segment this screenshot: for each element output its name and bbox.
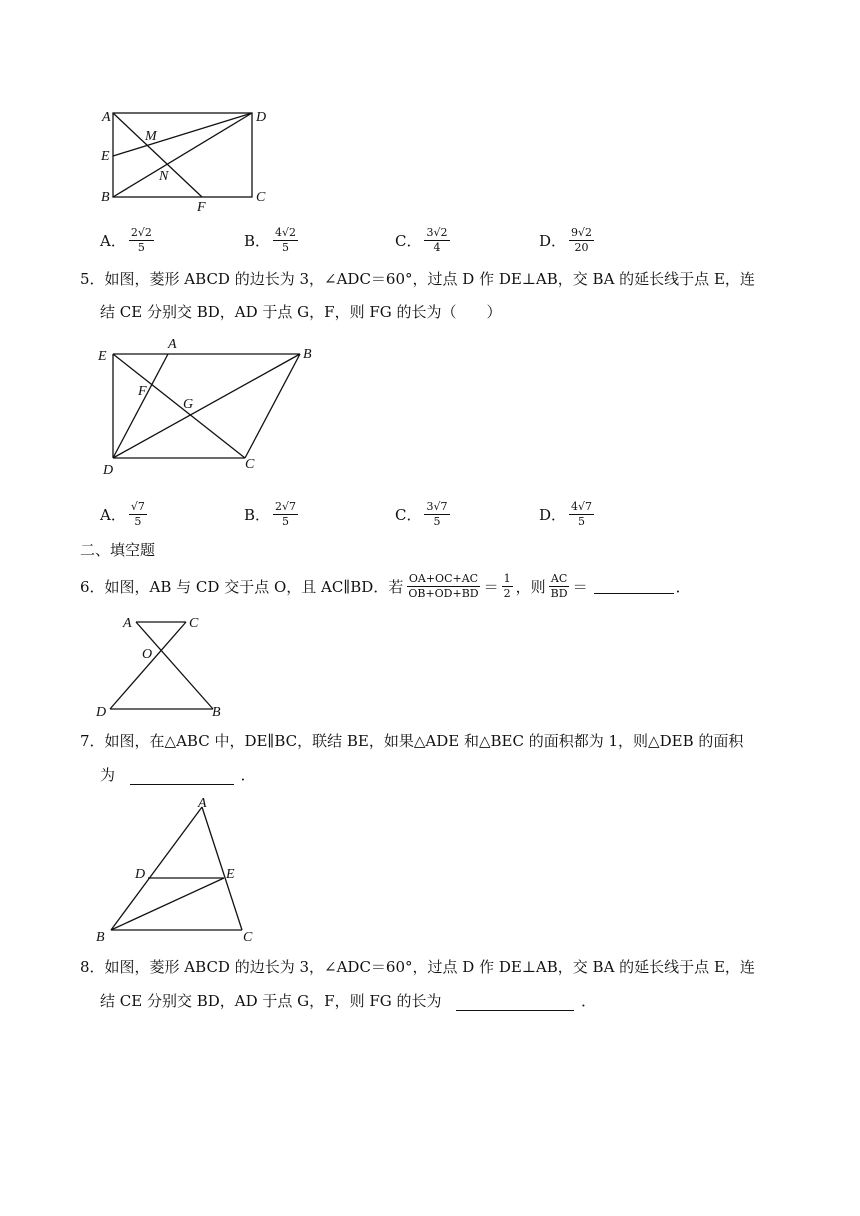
q7-label-E: E bbox=[226, 867, 235, 882]
q5-stem-line1: 5．如图，菱形 ABCD 的边长为 3，∠ADC＝60°，过点 D 作 DE⊥AB，交 BA 的延长线于点 E，连 bbox=[80, 270, 755, 288]
q6-label-A: A bbox=[123, 616, 132, 631]
q4-label-C: C bbox=[256, 190, 266, 205]
q5-label-B: B bbox=[303, 347, 312, 362]
q5-label-F: F bbox=[138, 384, 147, 399]
q5-option-c[interactable] bbox=[395, 501, 453, 528]
q6-label-C: C bbox=[189, 616, 199, 631]
q4-option-d[interactable] bbox=[539, 227, 597, 254]
q6-mid: ，则 bbox=[515, 577, 546, 596]
option-letter: C． bbox=[395, 505, 422, 524]
q8-suffix: ． bbox=[581, 992, 597, 1010]
q5-label-C: C bbox=[245, 457, 255, 472]
q6-label-B: B bbox=[212, 705, 221, 720]
q5-option-d[interactable] bbox=[539, 501, 597, 528]
q7-stem-line1: 7．如图，在△ABC 中，DE∥BC，联结 BE，如果△ADE 和△BEC 的面积都为 1，则△DEB 的面积 bbox=[80, 732, 744, 750]
q8-stem-line2 bbox=[100, 991, 596, 1011]
q6-half-fraction: $\frac{1}{2}$ bbox=[503, 572, 511, 600]
section-title: 二、填空题 bbox=[80, 541, 156, 559]
option-letter: A． bbox=[100, 231, 126, 250]
q4-label-A: A bbox=[102, 110, 111, 125]
option-fraction: $\frac{3√7}{5}$ bbox=[426, 500, 448, 528]
option-fraction: $\frac{3√2}{4}$ bbox=[426, 226, 448, 254]
q5-figure bbox=[92, 334, 328, 476]
q6-label-D: D bbox=[96, 705, 107, 720]
q5-label-G: G bbox=[183, 397, 194, 412]
q4-label-M: M bbox=[145, 129, 157, 144]
q5-label-A: A bbox=[168, 337, 177, 352]
q5-label-E: E bbox=[98, 349, 107, 364]
q4-label-E: E bbox=[101, 149, 110, 164]
option-fraction: $\frac{√7}{5}$ bbox=[130, 500, 145, 528]
q5-stem-line2: 结 CE 分别交 BD，AD 于点 G，F，则 FG 的长为（ ） bbox=[100, 303, 502, 321]
option-fraction: $\frac{2√7}{5}$ bbox=[275, 500, 297, 528]
option-letter: C． bbox=[395, 231, 422, 250]
option-letter: A． bbox=[100, 505, 126, 524]
q7-stem-line2 bbox=[100, 765, 256, 785]
q6-prefix: 6．如图，AB 与 CD 交于点 O，且 AC∥BD．若 bbox=[80, 577, 404, 596]
option-letter: B． bbox=[244, 505, 271, 524]
q5-option-a[interactable] bbox=[100, 501, 150, 528]
q5-option-b[interactable] bbox=[244, 501, 301, 528]
q4-label-D: D bbox=[256, 110, 267, 125]
q7-label-A: A bbox=[198, 796, 207, 811]
q6-equals: ＝ bbox=[483, 577, 499, 596]
q4-label-N: N bbox=[159, 169, 169, 184]
option-letter: B． bbox=[244, 231, 271, 250]
q6-figure bbox=[90, 612, 230, 720]
q8-answer-blank[interactable] bbox=[456, 996, 574, 1011]
q4-option-a[interactable] bbox=[100, 227, 157, 254]
q4-figure bbox=[96, 104, 276, 216]
q4-option-c[interactable] bbox=[395, 227, 453, 254]
option-fraction: $\frac{4√2}{5}$ bbox=[275, 226, 297, 254]
q6-label-O: O bbox=[142, 647, 153, 662]
q6-ratio-fraction: $\frac{OA+OC+AC}{OB+OD+BD}$ bbox=[408, 572, 479, 600]
option-letter: D． bbox=[539, 231, 567, 250]
option-fraction: $\frac{4√7}{5}$ bbox=[571, 500, 593, 528]
q8-stem-line1: 8．如图，菱形 ABCD 的边长为 3，∠ADC＝60°，过点 D 作 DE⊥AB，交 BA 的延长线于点 E，连 bbox=[80, 958, 755, 976]
option-fraction: $\frac{9√2}{20}$ bbox=[571, 226, 593, 254]
q7-prefix: 为 bbox=[100, 766, 116, 784]
q6-answer-blank[interactable] bbox=[594, 579, 674, 594]
q7-label-B: B bbox=[96, 930, 105, 945]
q7-suffix: ． bbox=[240, 766, 256, 784]
q4-label-B: B bbox=[101, 190, 110, 205]
q6-ac-bd-fraction: $\frac{AC}{BD}$ bbox=[550, 572, 568, 600]
q6-suffix: ． bbox=[675, 577, 691, 596]
q7-label-D: D bbox=[135, 867, 146, 882]
option-letter: D． bbox=[539, 505, 567, 524]
q4-label-F: F bbox=[197, 200, 206, 215]
option-fraction: $\frac{2√2}{5}$ bbox=[130, 226, 152, 254]
q7-answer-blank[interactable] bbox=[130, 770, 234, 785]
q7-label-C: C bbox=[243, 930, 253, 945]
q8-prefix: 结 CE 分别交 BD，AD 于点 G，F，则 FG 的长为 bbox=[100, 992, 442, 1010]
q6-equals-2: ＝ bbox=[572, 577, 588, 596]
q5-label-D: D bbox=[103, 463, 114, 476]
q7-figure bbox=[90, 790, 260, 948]
q4-option-b[interactable] bbox=[244, 227, 301, 254]
q6-stem bbox=[80, 573, 691, 600]
